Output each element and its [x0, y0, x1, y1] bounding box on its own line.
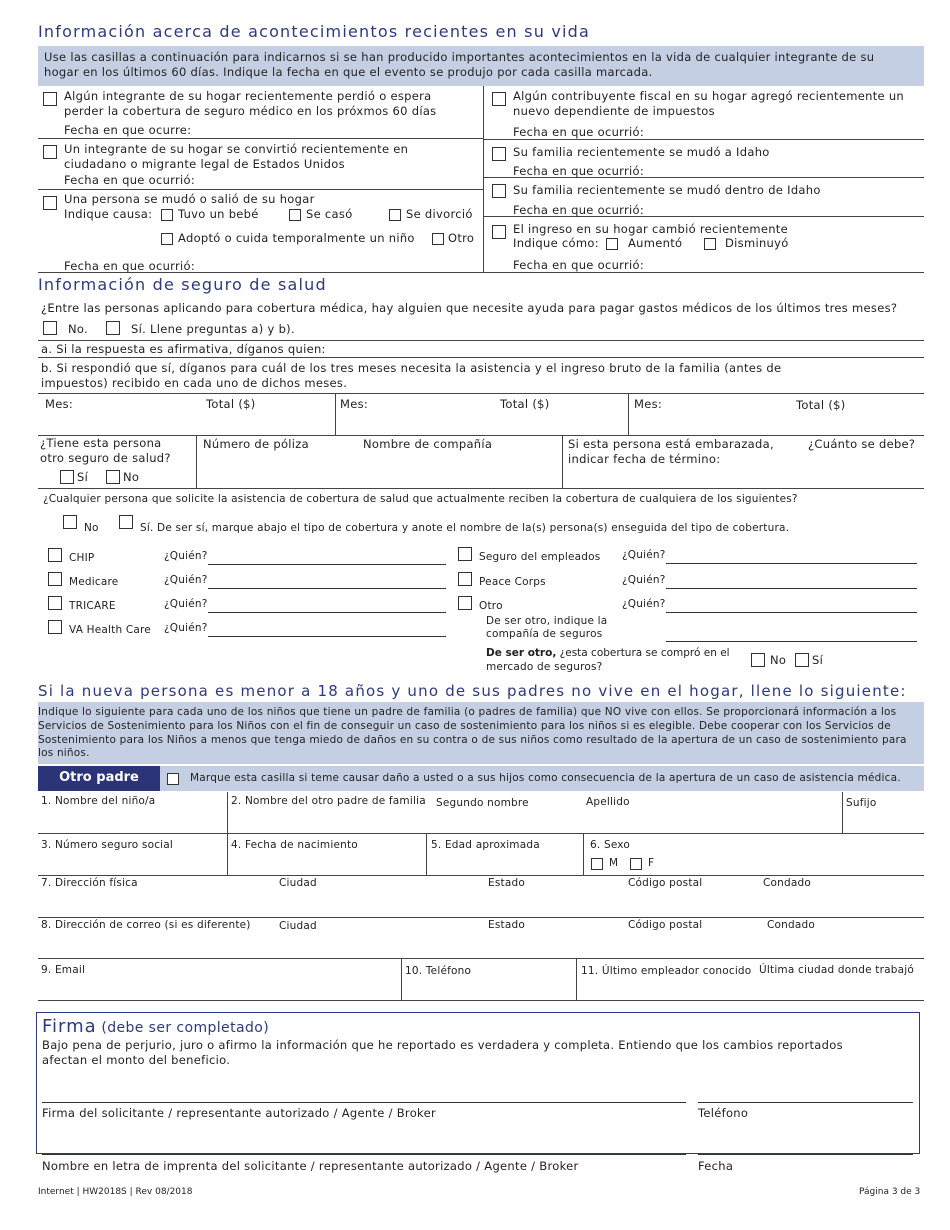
footer-page-number: Página 3 de 3: [859, 1187, 921, 1197]
mailing-state-label: Estado: [488, 919, 525, 931]
coverage-left-who-line[interactable]: [208, 564, 446, 565]
suffix-label: Sufijo: [846, 797, 877, 809]
decreased-label: Disminuyó: [725, 236, 789, 250]
coverage-yes-checkbox[interactable]: [119, 515, 133, 529]
pregnant-label: Si esta persona está embarazada,: [568, 437, 774, 451]
child-support-intro-band: [38, 702, 924, 764]
coverage-right-who-label: ¿Quién?: [622, 574, 666, 586]
citizen-label: Un integrante de su hogar se convirtió recientemente en: [64, 142, 409, 156]
dependent-label-2: nuevo dependiente de impuestos: [513, 104, 715, 118]
coverage-right-type: Peace Corps: [479, 576, 546, 588]
other-insurance-question: ¿Tiene esta persona: [40, 436, 162, 450]
coverage-left-type: TRICARE: [69, 600, 116, 612]
cause-baby-checkbox[interactable]: [161, 209, 173, 221]
medical-help-yes-checkbox[interactable]: [106, 321, 120, 335]
mailing-city-label: Ciudad: [279, 920, 317, 932]
email-label: 9. Email: [41, 964, 86, 976]
sex-f-checkbox[interactable]: [630, 858, 642, 870]
moved-within-label: Su familia recientemente se mudó dentro de Idaho: [513, 183, 821, 197]
lost-coverage-date-label: Fecha en que ocurre:: [64, 123, 192, 137]
marketplace-question: De ser otro, ¿esta cobertura se compró en el: [486, 647, 730, 659]
coverage-right-who-line[interactable]: [666, 563, 917, 564]
total-2-label: Total ($): [500, 397, 550, 411]
coverage-right-who-line[interactable]: [666, 612, 917, 613]
moved-idaho-date-label: Fecha en que ocurrió:: [513, 164, 645, 178]
coverage-left-who-label: ¿Quién?: [164, 550, 208, 562]
coverage-right-who-label: ¿Quién?: [622, 598, 666, 610]
question-b-line1: b. Si respondió que sí, díganos para cuál de los tres meses necesita la asistencia y el ingreso bruto de la familia (antes de: [41, 361, 782, 375]
harm-check-band: [160, 766, 924, 791]
moved-person-label: Una persona se mudó o salió de su hogar: [64, 192, 315, 206]
citizen-date-label: Fecha en que ocurrió:: [64, 173, 196, 187]
coverage-right-1-checkbox[interactable]: [458, 572, 472, 586]
cause-divorced-label: Se divorció: [406, 207, 473, 221]
coverage-yes-label: Sí. De ser sí, marque abajo el tipo de cobertura y anote el nombre de la(s) persona(s) enseguida del tipo de cobertura.: [140, 522, 790, 534]
increased-label: Aumentó: [628, 236, 683, 250]
sex-label: 6. Sexo: [590, 839, 631, 851]
child-name-label: 1. Nombre del niño/a: [41, 795, 156, 807]
dependent-date-label: Fecha en que ocurrió:: [513, 125, 645, 139]
dependent-checkbox[interactable]: [492, 92, 506, 106]
total-1-label: Total ($): [206, 397, 256, 411]
lost-coverage-label: Algún integrante de su hogar recientemente perdió o espera: [64, 89, 432, 103]
section-title-other-parent: Si la nueva persona es menor a 18 años y uno de sus padres no vive en el hogar, llene lo siguiente:: [38, 682, 907, 700]
signature-label: Firma del solicitante / representante autorizado / Agente / Broker: [42, 1106, 436, 1120]
cause-other-checkbox[interactable]: [432, 233, 444, 245]
owed-label: ¿Cuánto se debe?: [808, 437, 916, 451]
sex-m-checkbox[interactable]: [591, 858, 603, 870]
other-parent-label: Otro padre: [38, 766, 160, 791]
other-insurance-no-checkbox[interactable]: [106, 470, 120, 484]
lost-coverage-checkbox[interactable]: [43, 92, 57, 106]
income-changed-label: El ingreso en su hogar cambió recientemente: [513, 222, 788, 236]
coverage-question: ¿Cualquier persona que solicite la asistencia de cobertura de salud que actualmente reciben la cobertura de cualquiera de los siguientes?: [43, 493, 798, 505]
last-name-label: Apellido: [586, 796, 630, 808]
coverage-left-3-checkbox[interactable]: [48, 620, 62, 634]
moved-within-date-label: Fecha en que ocurrió:: [513, 203, 645, 217]
income-changed-date-label: Fecha en que ocurrió:: [513, 258, 645, 272]
perjury-text-1: Bajo pena de perjurio, juro o afirmo la información que he reportado es verdadera y completa. Entiendo que los cambios reportados: [42, 1038, 843, 1052]
question-b-line2: impuestos) recibido en cada uno de dichos meses.: [41, 376, 348, 390]
signature-date-label: Fecha: [698, 1159, 734, 1173]
coverage-left-type: Medicare: [69, 576, 119, 588]
medical-help-no-label: No.: [68, 322, 88, 336]
coverage-no-checkbox[interactable]: [63, 515, 77, 529]
events-intro-band: [38, 46, 924, 86]
other-insurance-no-label: No: [123, 470, 140, 484]
last-employer-label: 11. Último empleador conocido: [581, 965, 752, 977]
policy-number-label: Número de póliza: [203, 437, 309, 451]
medical-help-question: ¿Entre las personas aplicando para cobertura médica, hay alguien que necesite ayuda para pagar gastos médicos de los últimos tres meses?: [41, 301, 898, 315]
print-name-label: Nombre en letra de imprenta del solicitante / representante autorizado / Agente / Broker: [42, 1159, 579, 1173]
ssn-label: 3. Número seguro social: [41, 839, 174, 851]
moved-idaho-label: Su familia recientemente se mudó a Idaho: [513, 145, 770, 159]
coverage-right-0-checkbox[interactable]: [458, 547, 472, 561]
coverage-left-who-label: ¿Quién?: [164, 598, 208, 610]
moved-person-checkbox[interactable]: [43, 196, 57, 210]
marketplace-yes-label: Sí: [812, 653, 824, 667]
month-2-label: Mes:: [340, 397, 369, 411]
coverage-left-0-checkbox[interactable]: [48, 548, 62, 562]
sex-m-label: M: [609, 857, 619, 869]
section-title-events: Información acerca de acontecimientos recientes en su vida: [38, 22, 591, 41]
cause-adopted-label: Adoptó o cuida temporalmente un niño: [178, 231, 415, 245]
coverage-left-who-label: ¿Quién?: [164, 574, 208, 586]
child-support-intro-4: los niños.: [38, 747, 90, 759]
other-parent-name-label: 2. Nombre del otro padre de familia: [231, 795, 426, 807]
dependent-label: Algún contribuyente fiscal en su hogar agregó recientemente un: [513, 89, 905, 103]
footer-form-id: Internet | HW2018S | Rev 08/2018: [38, 1187, 193, 1197]
question-a: a. Si la respuesta es afirmativa, díganos quien:: [41, 342, 326, 356]
child-support-intro-2: Servicios de Sostenimiento para los Niños con el fin de conseguir un caso de sostenimiento para los niños si es elegible. Debe cooperar con los Servicios de: [38, 720, 891, 732]
income-changed-checkbox[interactable]: [492, 225, 506, 239]
other-indicate-label-2: compañía de seguros: [486, 628, 603, 640]
coverage-right-who-line[interactable]: [666, 588, 917, 589]
approx-age-label: 5. Edad aproximada: [431, 839, 540, 851]
mailing-county-label: Condado: [767, 919, 815, 931]
increased-checkbox[interactable]: [606, 238, 618, 250]
moved-idaho-checkbox[interactable]: [492, 147, 506, 161]
events-intro-line1: Use las casillas a continuación para indicarnos si se han producido importantes acontecimientos en la vida de cualquier integrante de su: [44, 50, 875, 64]
physical-address-label: 7. Dirección física: [41, 877, 138, 889]
sex-f-label: F: [648, 857, 655, 869]
coverage-left-who-line[interactable]: [208, 612, 446, 613]
dob-label: 4. Fecha de nacimiento: [231, 839, 358, 851]
last-city-worked-label: Última ciudad donde trabajó: [759, 964, 914, 976]
marketplace-yes-checkbox[interactable]: [795, 653, 809, 667]
physical-zip-label: Código postal: [628, 877, 703, 889]
events-intro-line2: hogar en los últimos 60 días. Indique la fecha en que el evento se produjo por cada casilla marcada.: [44, 65, 653, 79]
harm-check-label: Marque esta casilla si teme causar daño a usted o a sus hijos como consecuencia de la apertura de un caso de asistencia médica.: [190, 772, 901, 784]
child-support-intro-3: Sostenimiento para los Niños a menos que tenga miedo de daños en su contra o de sus niños como resultado de la apertura de un caso de sostenimiento para: [38, 734, 907, 746]
cause-divorced-checkbox[interactable]: [389, 209, 401, 221]
total-3-label: Total ($): [796, 398, 846, 412]
coverage-right-type: Otro: [479, 600, 503, 612]
other-insurance-yes-label: Sí: [77, 470, 89, 484]
coverage-no-label: No: [84, 522, 99, 534]
decreased-checkbox[interactable]: [704, 238, 716, 250]
coverage-left-type: VA Health Care: [69, 624, 151, 636]
citizen-label-2: ciudadano o migrante legal de Estados Unidos: [64, 157, 345, 171]
other-insurance-question-2: otro seguro de salud?: [40, 451, 171, 465]
physical-county-label: Condado: [763, 877, 811, 889]
harm-checkbox[interactable]: [167, 773, 179, 785]
middle-name-label: Segundo nombre: [436, 797, 529, 809]
signature-box: [36, 1012, 920, 1154]
signature-title: Firma (debe ser completado): [42, 1016, 270, 1037]
marketplace-question-2: mercado de seguros?: [486, 661, 603, 673]
coverage-right-who-label: ¿Quién?: [622, 549, 666, 561]
indicate-cause-label: Indique causa:: [64, 207, 153, 221]
marketplace-no-checkbox[interactable]: [751, 653, 765, 667]
perjury-text-2: afectan el monto del beneficio.: [42, 1053, 231, 1067]
coverage-right-type: Seguro del empleados: [479, 551, 601, 563]
cause-baby-label: Tuvo un bebé: [178, 207, 259, 221]
coverage-right-2-checkbox[interactable]: [458, 596, 472, 610]
moved-within-checkbox[interactable]: [492, 184, 506, 198]
mailing-zip-label: Código postal: [628, 919, 703, 931]
pregnant-label-2: indicar fecha de término:: [568, 452, 721, 466]
coverage-left-1-checkbox[interactable]: [48, 572, 62, 586]
cause-adopted-checkbox[interactable]: [161, 233, 173, 245]
cause-other-label: Otro: [448, 231, 475, 245]
lost-coverage-label-2: perder la cobertura de seguro médico en los próxmos 60 días: [64, 104, 437, 118]
coverage-left-who-line[interactable]: [208, 588, 446, 589]
citizen-checkbox[interactable]: [43, 145, 57, 159]
month-1-label: Mes:: [45, 397, 74, 411]
phone-label: 10. Teléfono: [405, 965, 472, 977]
coverage-left-who-line[interactable]: [208, 636, 446, 637]
physical-state-label: Estado: [488, 877, 525, 889]
cause-married-label: Se casó: [306, 207, 353, 221]
marketplace-no-label: No: [770, 653, 787, 667]
moved-person-date-label: Fecha en que ocurrió:: [64, 259, 196, 273]
other-insurance-yes-checkbox[interactable]: [60, 470, 74, 484]
medical-help-no-checkbox[interactable]: [43, 321, 57, 335]
child-support-intro-1: Indique lo siguiente para cada uno de los niños que tiene un padre de familia (o padres de familia) que NO vive con ellos. Se proporcionará información a los: [38, 706, 897, 718]
company-name-label: Nombre de compañía: [363, 437, 493, 451]
physical-city-label: Ciudad: [279, 877, 317, 889]
medical-help-yes-label: Sí. Llene preguntas a) y b).: [131, 322, 295, 336]
indicate-how-label: Indique cómo:: [513, 236, 599, 250]
section-title-health-insurance: Información de seguro de salud: [38, 275, 327, 294]
coverage-left-type: CHIP: [69, 552, 95, 564]
cause-married-checkbox[interactable]: [289, 209, 301, 221]
signature-phone-label: Teléfono: [698, 1106, 749, 1120]
coverage-left-2-checkbox[interactable]: [48, 596, 62, 610]
mailing-address-label: 8. Dirección de correo (si es diferente): [41, 919, 251, 931]
other-indicate-label: De ser otro, indique la: [486, 615, 608, 627]
month-3-label: Mes:: [634, 397, 663, 411]
coverage-left-who-label: ¿Quién?: [164, 622, 208, 634]
